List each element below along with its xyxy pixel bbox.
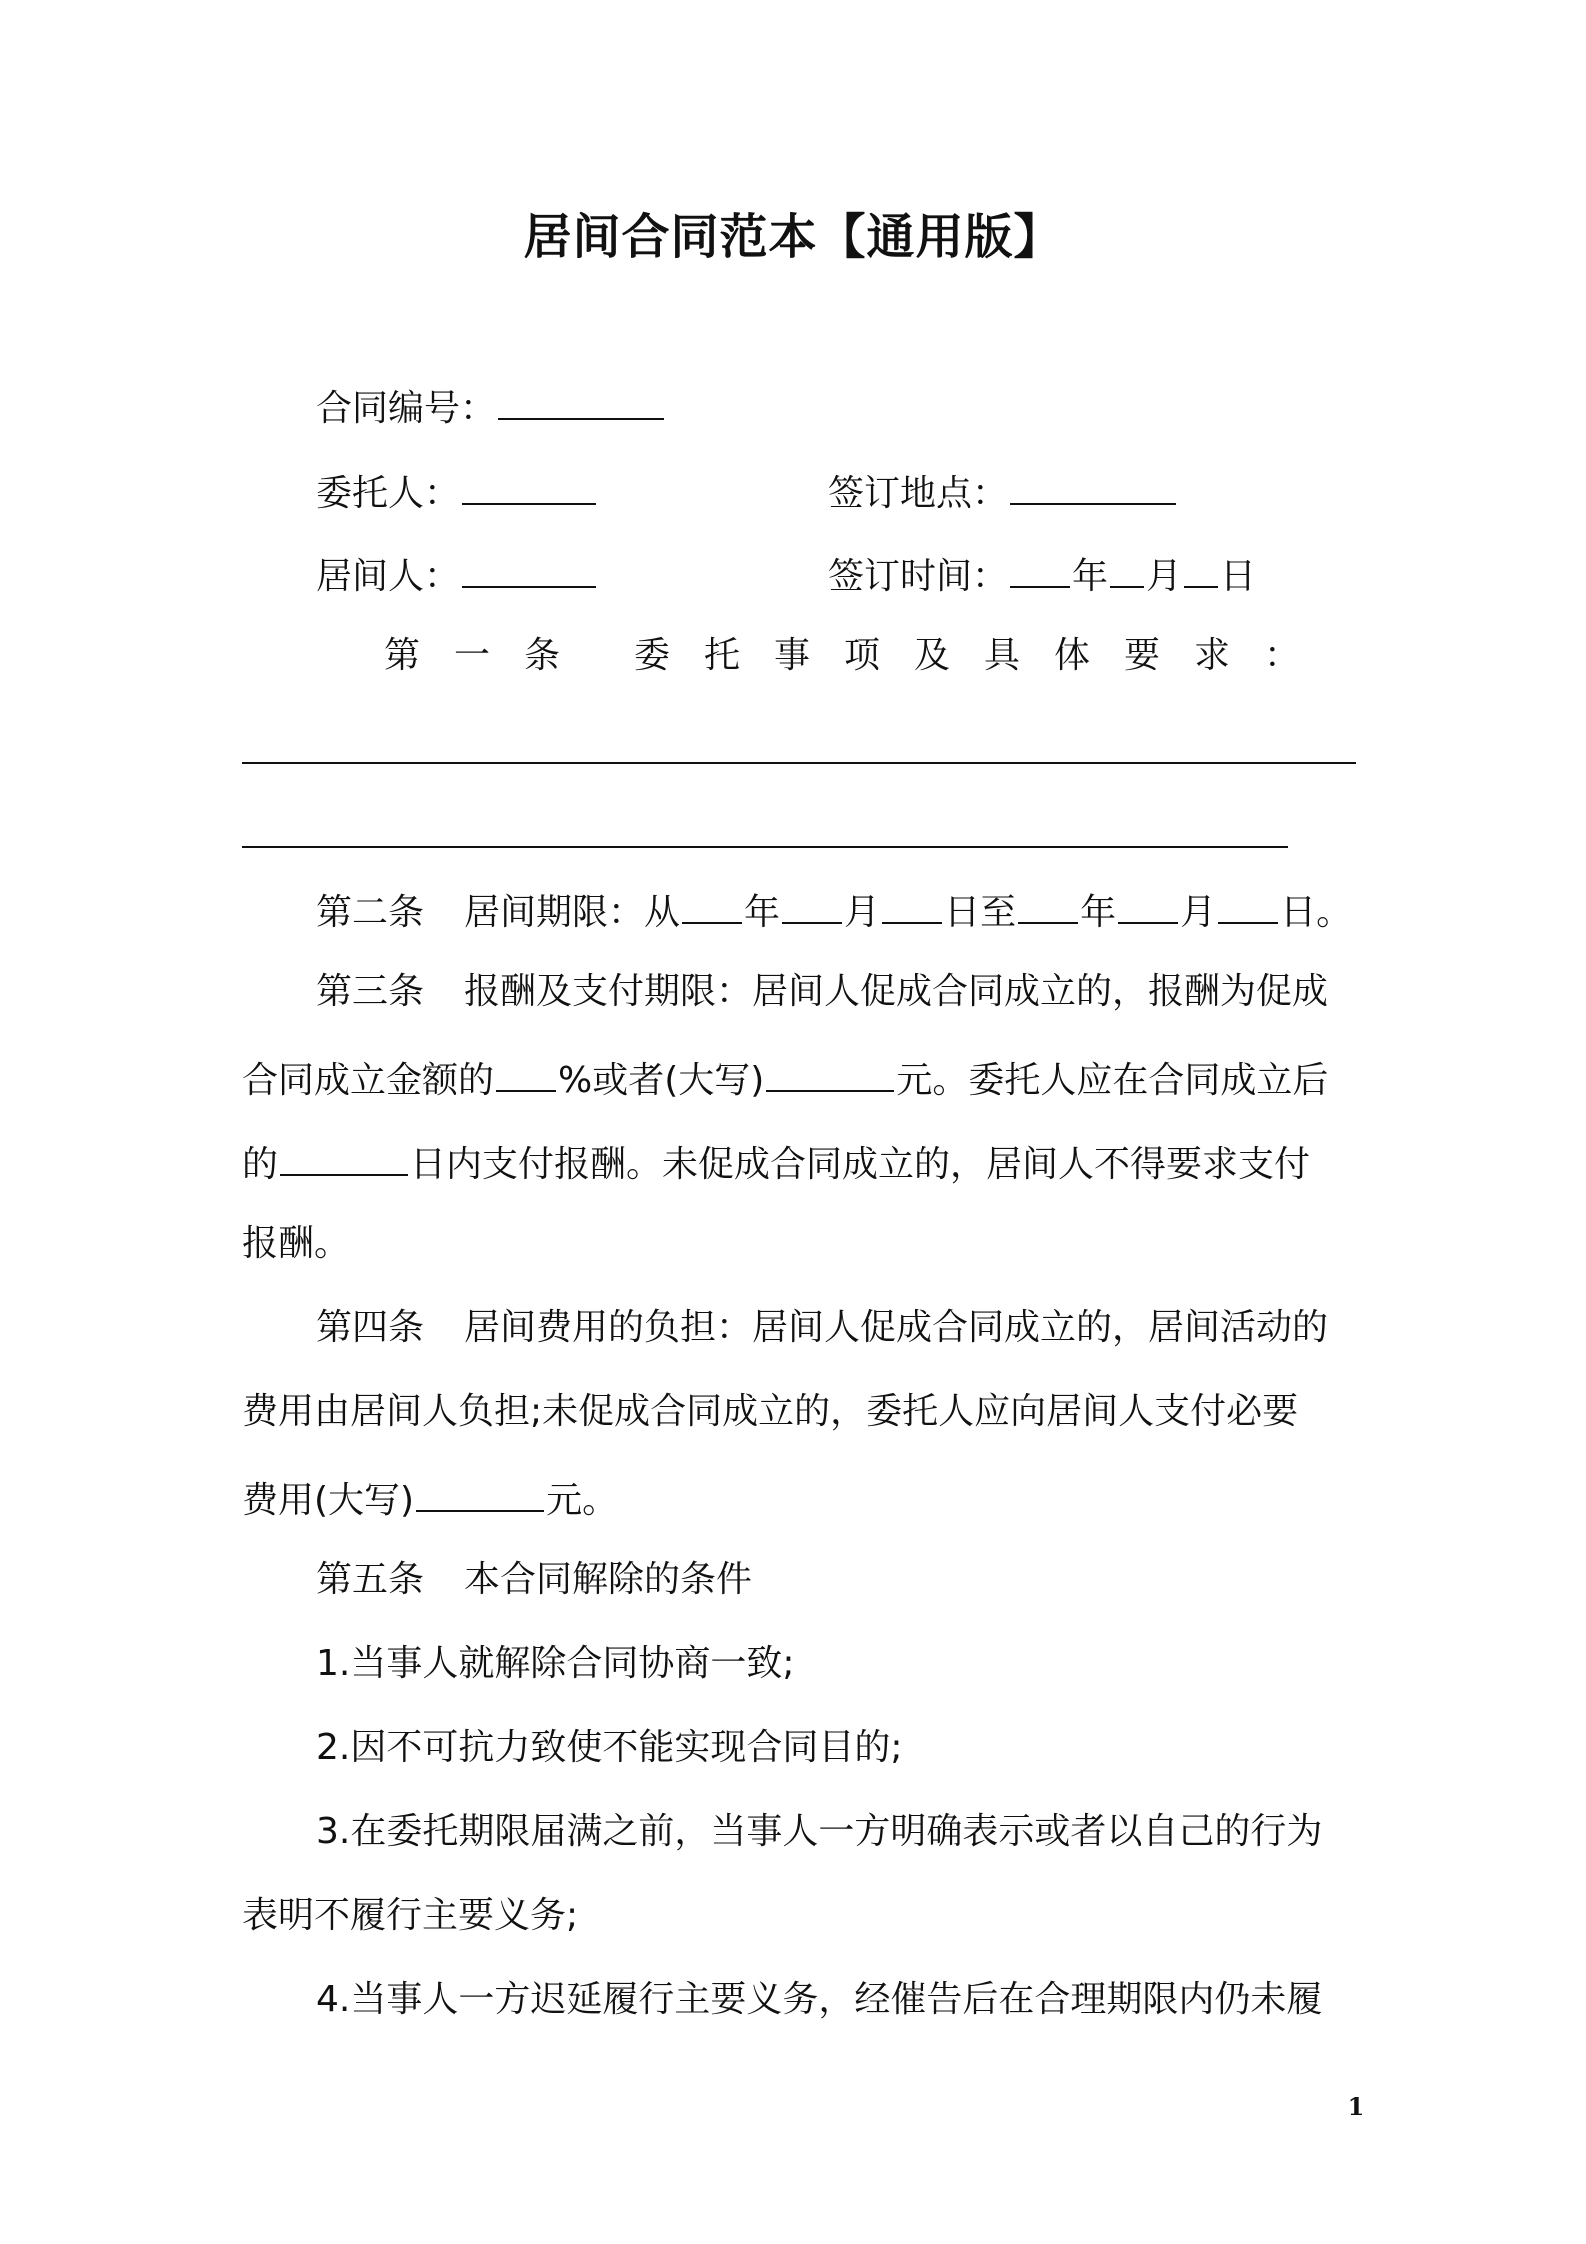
term-start-day-unit: 日至 (944, 892, 1017, 933)
article-5-item-4: 4.当事人一方迟延履行主要义务，经催告后在合理期限内仍未履 (316, 1979, 1323, 2020)
article-5-heading: 第五条 (316, 1559, 425, 1600)
article-1-text: 委托事项及具体要求： (634, 635, 1335, 676)
article-3-line-1 (316, 968, 1328, 1016)
commission-amount-blank[interactable] (766, 1052, 894, 1092)
signing-place-row (828, 465, 1178, 518)
signing-place-label: 签订地点： (828, 473, 1009, 514)
article-3-text-2b: %或者(大写) (558, 1060, 765, 1101)
term-end-month-blank[interactable] (1118, 884, 1178, 924)
article-2-heading: 第二条 (316, 892, 425, 933)
article-3-text-3a: 的 (242, 1144, 279, 1185)
article-5-item-2: 2.因不可抗力致使不能实现合同目的; (316, 1727, 903, 1768)
payment-days-blank[interactable] (280, 1136, 408, 1176)
signing-day-blank[interactable] (1184, 548, 1218, 588)
broker-label: 居间人： (316, 556, 461, 597)
article-3-line-4 (242, 1220, 350, 1268)
expense-amount-blank[interactable] (416, 1472, 544, 1512)
article-5-item-3-cont: 表明不履行主要义务; (242, 1895, 579, 1936)
article-4-text-3a: 费用(大写) (242, 1480, 415, 1521)
article-3-text-4: 报酬。 (242, 1223, 351, 1264)
term-end-year-blank[interactable] (1018, 884, 1078, 924)
article-1-heading: 第一条 (384, 635, 595, 676)
term-end-day-unit: 日。 (1280, 892, 1353, 933)
article-2-row (316, 884, 1352, 937)
contract-number-row (316, 380, 666, 433)
article-3-text-2c: 元。委托人应在合同成立后 (896, 1060, 1329, 1101)
signing-month-blank[interactable] (1110, 548, 1144, 588)
article-1-heading-row (384, 632, 1334, 680)
term-start-day-blank[interactable] (882, 884, 942, 924)
signing-place-blank[interactable] (1010, 465, 1176, 505)
article-3-text-2a: 合同成立金额的 (242, 1060, 495, 1101)
client-label: 委托人： (316, 473, 461, 514)
term-end-day-blank[interactable] (1218, 884, 1278, 924)
article-4-line-2 (242, 1388, 1298, 1436)
article-5-text: 本合同解除的条件 (464, 1559, 753, 1600)
article-3-text-3b: 日内支付报酬。未促成合同成立的，居间人不得要求支付 (410, 1144, 1311, 1185)
term-start-year-unit: 年 (744, 892, 781, 933)
article-4-line-1 (316, 1304, 1328, 1352)
article-4-text-3b: 元。 (546, 1480, 619, 1521)
article-5-line-1 (316, 1556, 752, 1604)
document-title: 居间合同范本【通用版】 (523, 209, 1063, 265)
article-3-heading: 第三条 (316, 971, 425, 1012)
article-2-lead: 居间期限：从 (464, 892, 681, 933)
article-5-item-1: 1.当事人就解除合同协商一致; (316, 1643, 795, 1684)
article-5-item-3: 3.在委托期限届满之前，当事人一方明确表示或者以自己的行为 (316, 1811, 1323, 1852)
article-4-heading: 第四条 (316, 1307, 425, 1348)
article-3-line-2 (242, 1052, 1328, 1105)
signing-time-label: 签订时间： (828, 556, 1009, 597)
contract-number-label: 合同编号： (316, 388, 497, 429)
client-blank[interactable] (462, 465, 596, 505)
broker-blank[interactable] (462, 548, 596, 588)
broker-row (316, 548, 598, 601)
term-end-year-unit: 年 (1080, 892, 1117, 933)
term-start-year-blank[interactable] (682, 884, 742, 924)
signing-year-unit: 年 (1072, 556, 1109, 597)
contract-number-blank[interactable] (498, 380, 664, 420)
article-4-text-2: 费用由居间人负担;未促成合同成立的，委托人应向居间人支付必要 (242, 1391, 1299, 1432)
article-1-fill-line-2[interactable] (242, 846, 1288, 848)
article-4-line-3 (242, 1472, 618, 1525)
signing-time-row (828, 548, 1256, 601)
term-end-month-unit: 月 (1180, 892, 1217, 933)
article-3-text-1: 报酬及支付期限：居间人促成合同成立的，报酬为促成 (464, 971, 1329, 1012)
term-start-month-blank[interactable] (782, 884, 842, 924)
page-number: 1 (1347, 2092, 1365, 2121)
signing-month-unit: 月 (1146, 556, 1183, 597)
term-start-month-unit: 月 (844, 892, 881, 933)
commission-percent-blank[interactable] (496, 1052, 556, 1092)
article-3-line-3 (242, 1136, 1310, 1189)
signing-year-blank[interactable] (1010, 548, 1070, 588)
client-row (316, 465, 598, 518)
article-4-text-1: 居间费用的负担：居间人促成合同成立的，居间活动的 (464, 1307, 1329, 1348)
signing-day-unit: 日 (1220, 556, 1257, 597)
article-1-fill-line-1[interactable] (242, 762, 1356, 764)
